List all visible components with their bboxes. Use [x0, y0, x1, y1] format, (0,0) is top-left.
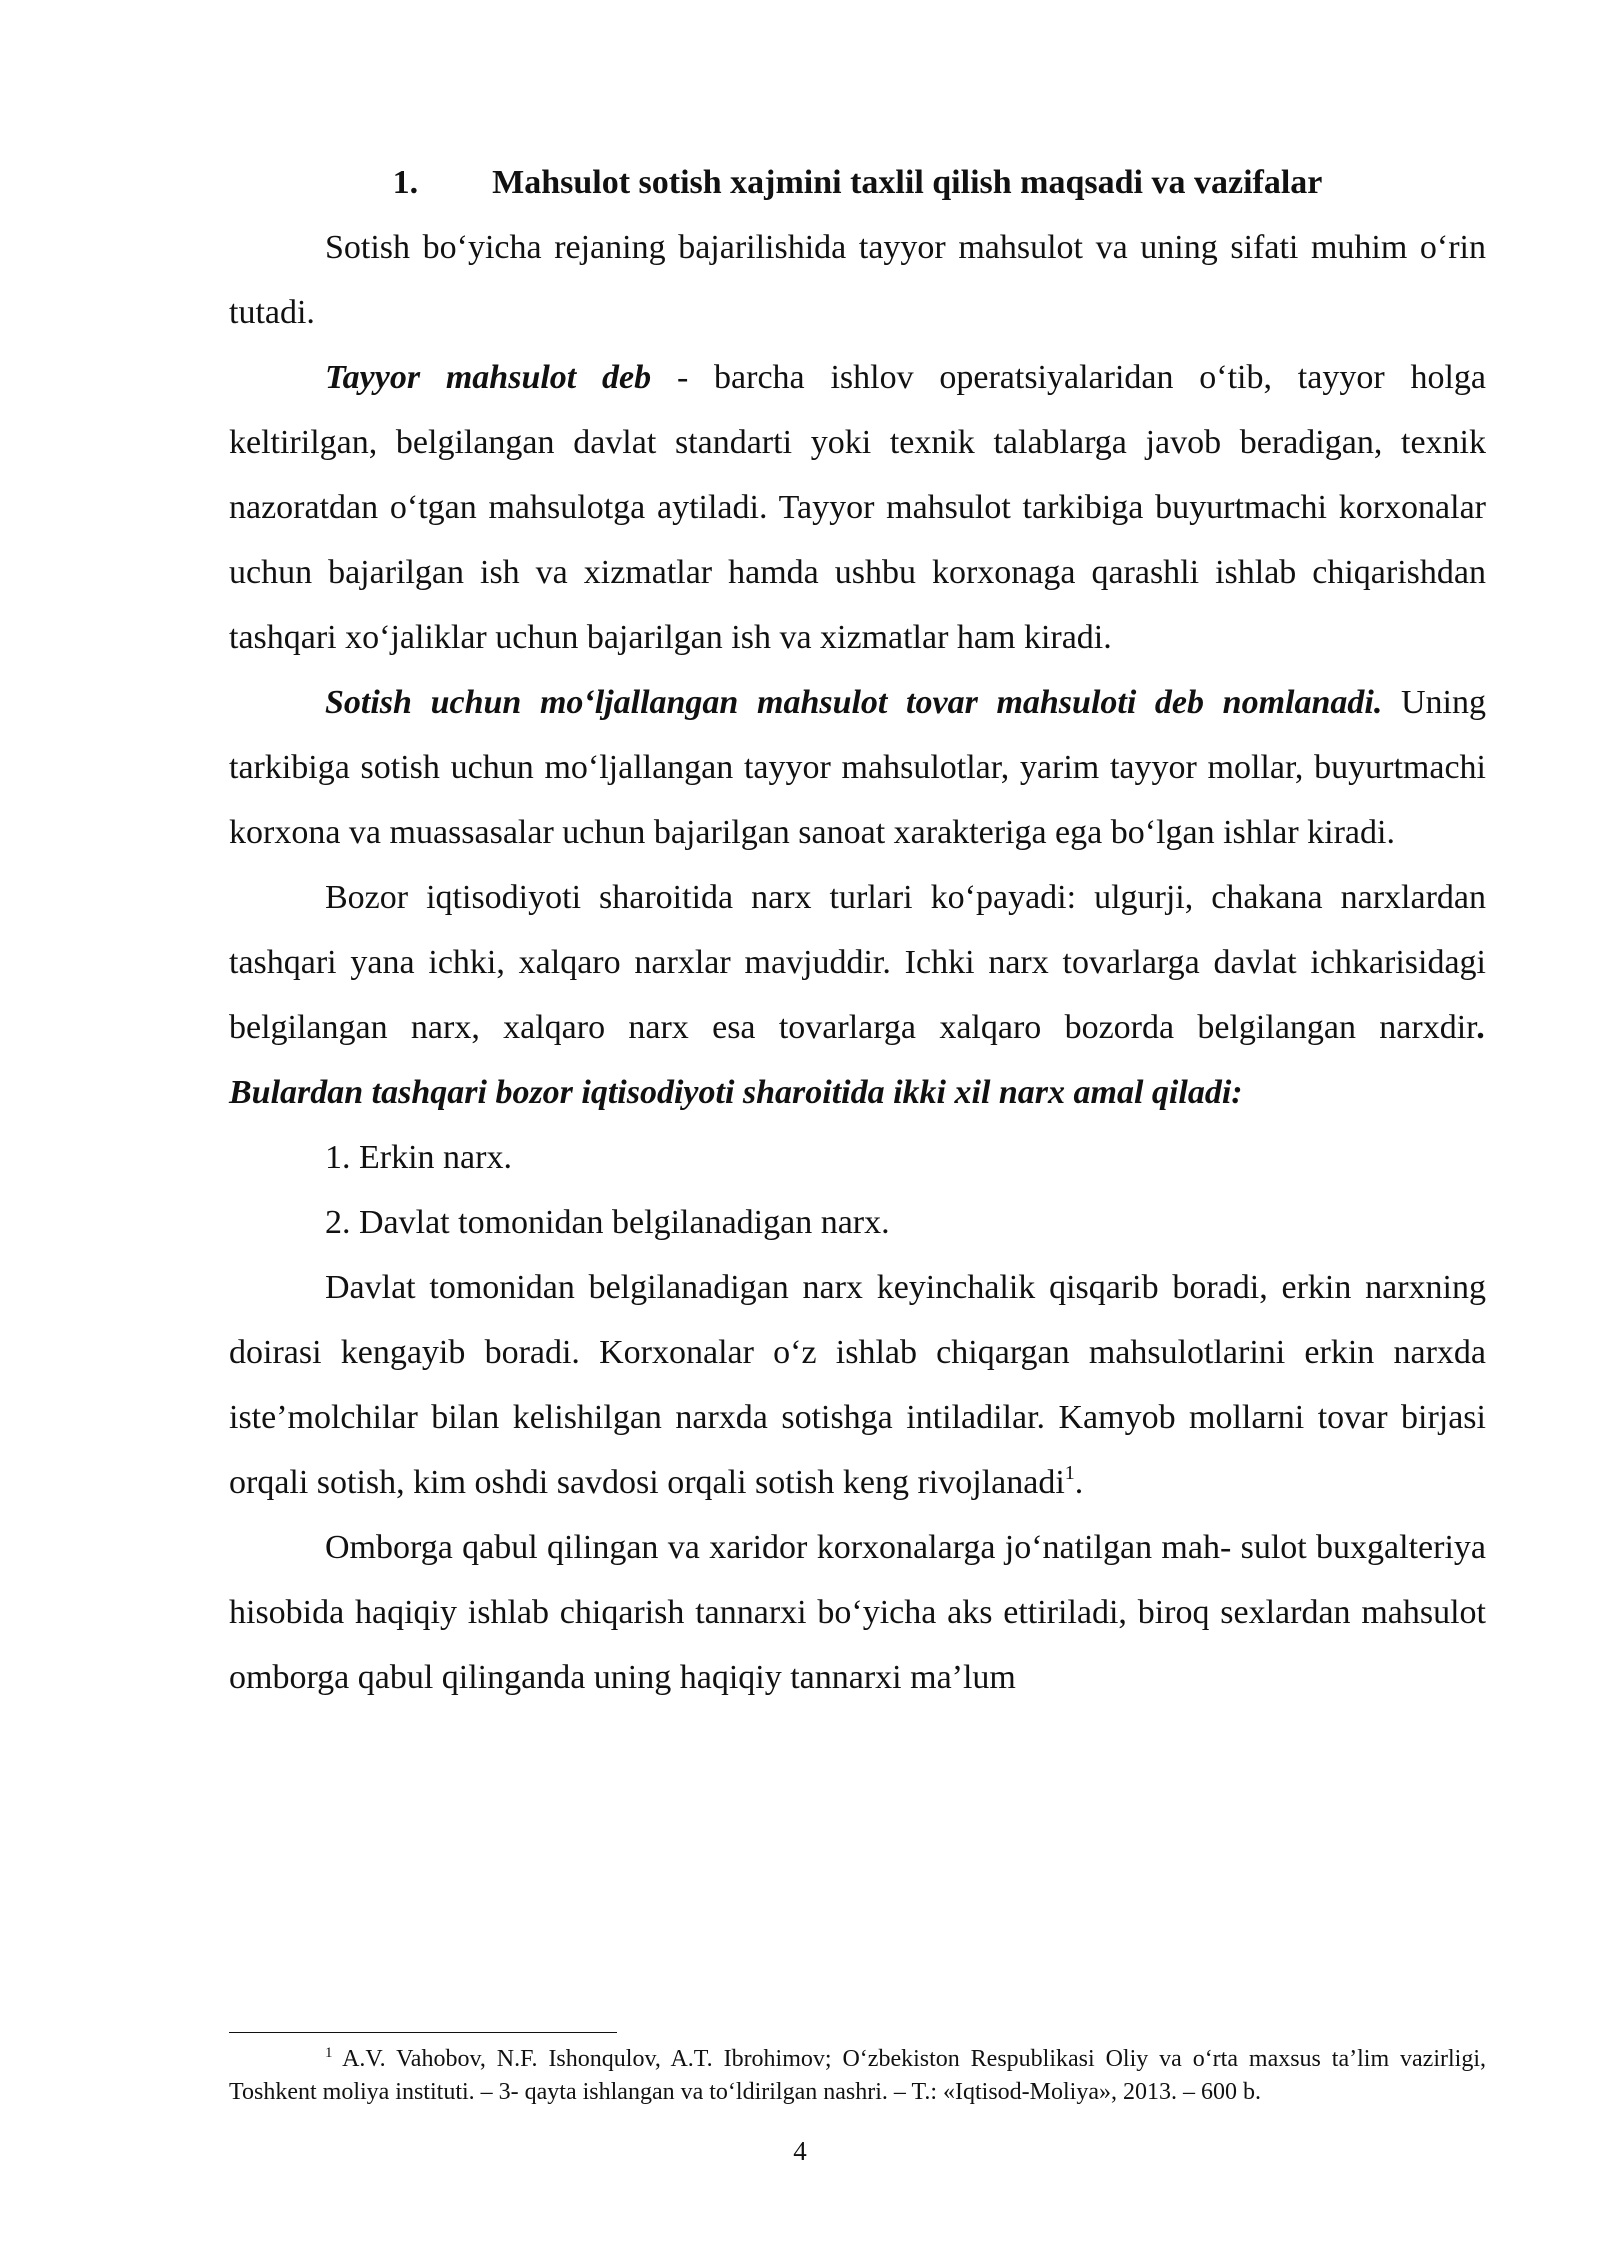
term-tovar-mahsuloti: Sotish uchun mo‘ljallangan mahsulot tovar mahsuloti deb nomlanadi.: [325, 684, 1383, 721]
paragraph-6: Omborga qabul qilingan va xaridor korxonalarga jo‘natilgan mah- sulot buxgalteriya hisobida haqiqiy ishlab chiqarish tannarxi bo‘yicha aks ettiriladi, biroq sexlardan mahsulot omborga qabul qilinganda uning haqiqiy tannarxi ma’lum: [229, 1529, 1486, 1696]
paragraph-5-end: .: [1074, 1464, 1084, 1501]
section-title: Mahsulot sotish xajmini taxlil qilish maqsadi va vazifalar: [492, 164, 1323, 201]
list-item: 1. Erkin narx.: [325, 1139, 512, 1176]
paragraph-4: [229, 865, 1486, 1125]
footnote: [229, 2043, 1486, 2109]
paragraph-1: Sotish bo‘yicha rejaning bajarilishida tayyor mahsulot va uning sifati muhim o‘rin tutadi.: [229, 229, 1486, 331]
paragraph-3-text: Uning tarkibiga sotish uchun mo‘ljallangan tayyor mahsulotlar, yarim tayyor mollar, buyurtmachi korxona va muassasalar uchun bajarilgan sanoat xarakteriga ega bo‘lgan ishlar kiradi.: [229, 684, 1486, 851]
main-text: [229, 150, 1486, 1710]
paragraph-3: [229, 670, 1486, 865]
paragraph-2-text: - barcha ishlov operatsiyalaridan o‘tib, tayyor holga keltirilgan, belgilangan davlat standarti yoki texnik talablarga javob beradigan, texnik nazoratdan o‘tgan mahsulotga aytiladi. Tayyor mahsulot tarkibiga buyurtmachi korxonalar uchun bajarilgan ish va xizmatlar hamda ushbu korxonaga qarashli ishlab chiqarishdan tashqari xo‘jaliklar uchun bajarilgan ish va xizmatlar ham kiradi.: [229, 359, 1486, 656]
footnote-separator: [229, 2032, 617, 2033]
section-number: 1.: [392, 164, 419, 201]
paragraph-4-text: Bozor iqtisodiyoti sharoitida narx turlari ko‘payadi: ulgurji, chakana narxlardan tashqari yana ichki, xalqaro narxlar mavjuddir. Ichki narx tovarlarga davlat ichkarisidagi belgilangan narx, xalqaro narx esa tovarlarga xalqaro bozorda belgilangan narxdir: [229, 879, 1486, 1046]
paragraph-4-emphasis: . Bulardan tashqari bozor iqtisodiyoti sharoitida ikki xil narx amal qiladi:: [229, 1009, 1486, 1111]
list-item: 2. Davlat tomonidan belgilanadigan narx.: [325, 1204, 890, 1241]
footnote-text: A.V. Vahobov, N.F. Ishonqulov, A.T. Ibrohimov; O‘zbekiston Respublikasi Oliy va o‘rta maxsus ta’lim vazirligi, Toshkent moliya instituti. – 3- qayta ishlangan va to‘ldirilgan nashri. – T.: «Iqtisod-Moliya», 2013. – 600 b.: [229, 2046, 1486, 2105]
term-tayyor-mahsulot: Tayyor mahsulot deb: [325, 359, 652, 396]
paragraph-5: [229, 1255, 1486, 1515]
section-heading: [229, 150, 1486, 215]
paragraph-5-text: Davlat tomonidan belgilanadigan narx keyinchalik qisqarib boradi, erkin narxning doirasi kengayib boradi. Korxonalar o‘z ishlab chiqargan mahsulotlarini erkin narxda iste’molchilar bilan kelishilgan narxda sotishga intiladilar. Kamyob mollarni tovar birjasi orqali sotish, kim oshdi savdosi orqali sotish keng rivojlanadi: [229, 1269, 1486, 1501]
page-number: 4: [793, 2136, 807, 2166]
footnote-marker: 1: [325, 2045, 333, 2061]
paragraph-2: [229, 345, 1486, 670]
footnote-reference[interactable]: 1: [1064, 1462, 1075, 1484]
